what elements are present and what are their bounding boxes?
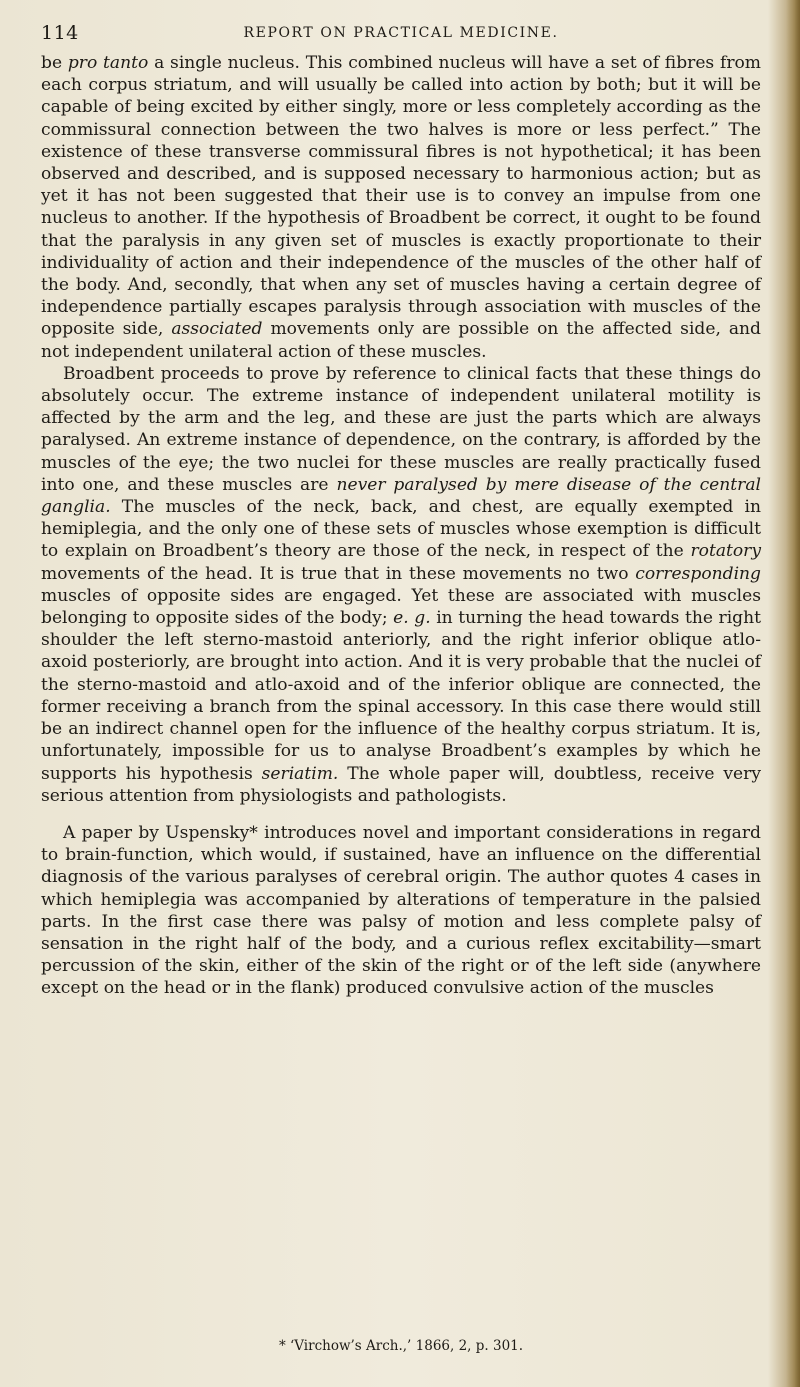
italic-text: never paralysed by mere disease of the central ganglia. — [41, 474, 761, 518]
text-run: muscles of opposite sides are engaged. Yet these are associated with muscles belonging to opposite sides of the body; — [41, 585, 761, 629]
text-run: Broadbent proceeds to prove by reference to clinical facts that these things do absolutely occur. The extreme instance of independent unilateral motility is affected by the arm and the leg, and these are just the parts which are always paralysed. An extreme instance of dependence, on the contrary, is afforded by the muscles of the eye; the two nuclei for these muscles are really practically fused into one, and these muscles are — [41, 363, 761, 495]
text-run: a single nucleus. This combined nucleus will have a set of fibres from each corpus striatum, and will usually be called into action by both; but it will be capable of being excited by either singly, more or less completely according as the commissural connection between the two halves is more or less perfect.” The existence of these transverse commissural fibres is not hypothetical; it has been observed and described, and is supposed necessary to harmonious action; but as yet it has not been suggested that their use is to convey an impulse from one nucleus to another. If the hypothesis of Broadbent be correct, it ought to be found that the paralysis in any given set of muscles is exactly proportionate to their individuality of action and their independence of the muscles of the other half of the body. And, secondly, that when any set of muscles having a certain degree of independence partially escapes paralysis through association with muscles of the opposite side, — [41, 53, 761, 340]
italic-text: pro tanto — [67, 53, 149, 73]
running-title: REPORT ON PRACTICAL MEDICINE. — [243, 25, 559, 41]
italic-text: corresponding — [635, 563, 761, 584]
text-run: The muscles of the neck, back, and chest, are equally exempted in hemiplegia, and the only one of these sets of muscles whose exemption is difficult to explain on Broadbent’s theory are those of the neck, in respect of the — [41, 497, 761, 562]
page-number: 114 — [41, 22, 79, 44]
text-run: be — [41, 53, 68, 73]
text-run: A paper by Uspensky* introduces novel and important considerations in regard to brain-function, which would, if sustained, have an influence on the differential diagnosis of the various paralyses of cerebral origin. The author quotes 4 cases in which hemiplegia was accompanied by alterations of temperature in the palsied parts. In the first case there was palsy of motion and less complete palsy of sensation in the right half of the body, and a curious reflex excitability—smart percussion of the skin, either of the skin of the right or of the left side (anywhere except on the head or in the flank) produced convulsive action of the muscles — [41, 822, 761, 999]
italic-text: rotatory — [690, 541, 761, 562]
footnote: * ‘Virchow’s Arch.,’ 1866, 2, p. 301. — [278, 1338, 524, 1354]
page-header — [41, 22, 761, 48]
text-run: The whole paper will, doubtless, receive very serious attention from physiologists and pathologists. — [41, 763, 761, 806]
italic-text: associated — [171, 319, 263, 340]
paragraph — [41, 363, 761, 807]
page-edge-shadow — [786, 0, 800, 1387]
italic-text: seriatim. — [261, 763, 339, 784]
paragraph — [41, 822, 761, 1000]
body-text — [41, 52, 761, 1000]
text-run: in turning the head towards the right shoulder the left sterno-mastoid anteriorly, and the right inferior oblique atlo-axoid posteriorly, are brought into action. And it is very probable that the nuclei of the sterno-mastoid and atlo-axoid and of the inferior oblique are connected, the former receiving a branch from the spinal accessory. In this case there would still be an indirect channel open for the influence of the healthy corpus striatum. It is, unfortunately, impossible for us to analyse Broadbent’s examples by which he supports his hypothesis — [41, 608, 761, 784]
text-run: movements only are possible on the affected side, and not independent unilateral action of these muscles. — [41, 319, 761, 362]
italic-text: e. g. — [393, 608, 431, 629]
text-run: movements of the head. It is true that in these movements no two — [41, 563, 636, 584]
paragraph — [41, 52, 761, 363]
